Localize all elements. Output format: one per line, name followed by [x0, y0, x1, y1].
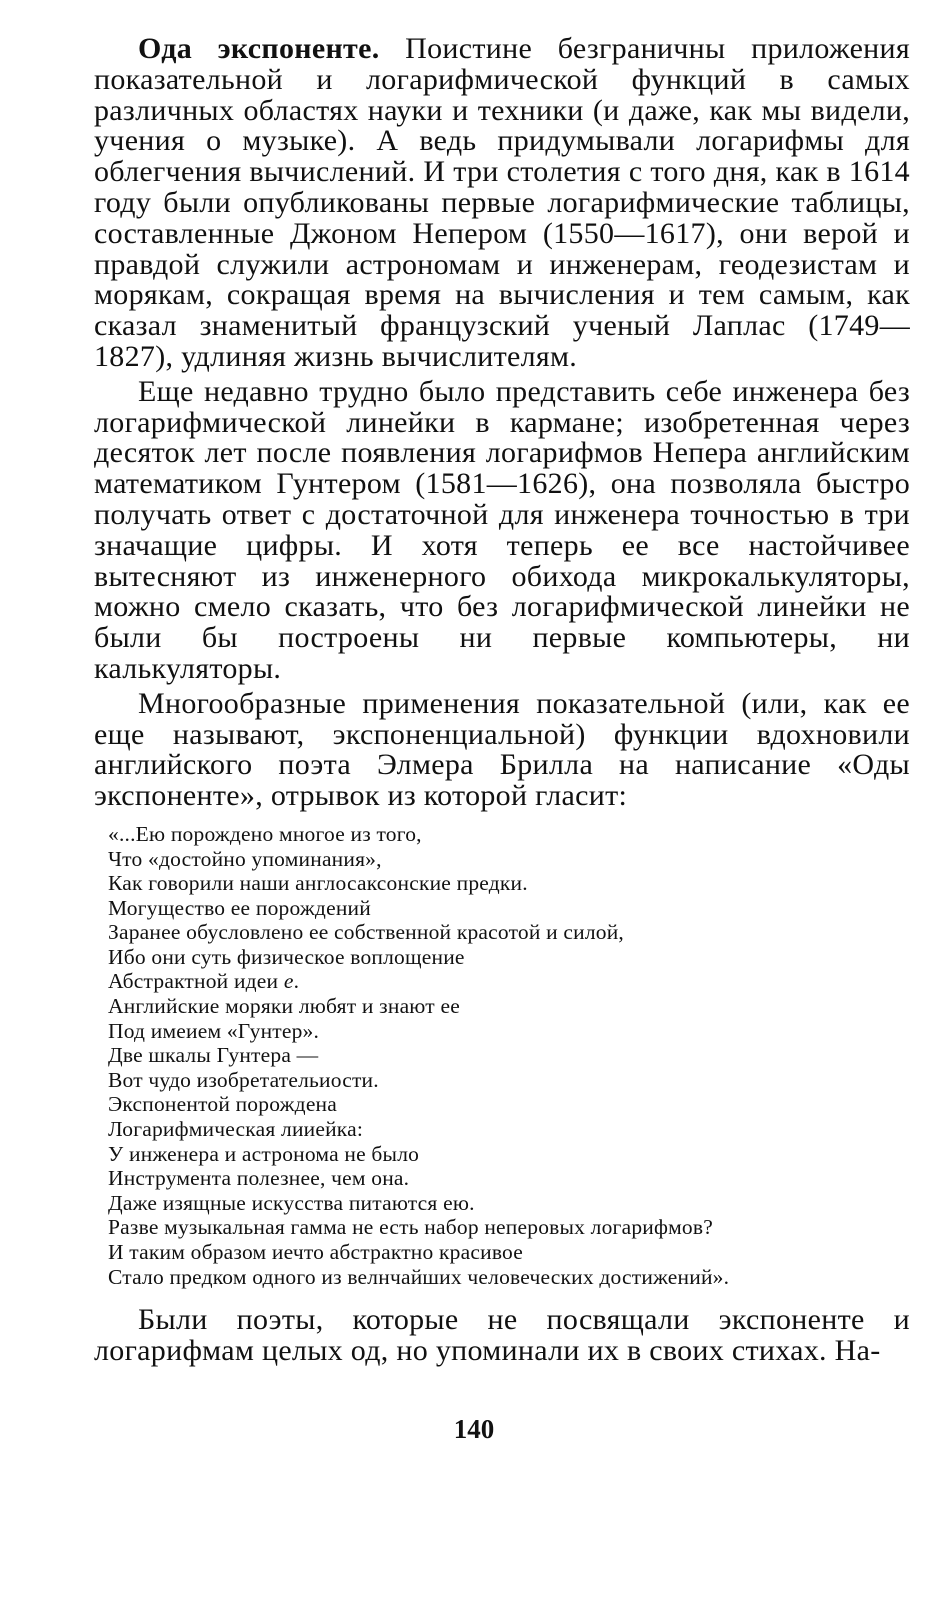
poem-line: У инженера и астронома не было	[108, 1141, 420, 1166]
poem-line: Заранее обусловлено ее собственной красотой и силой,	[108, 920, 625, 945]
poem-line: Вот чудо изобретательиости.	[108, 1067, 379, 1092]
paragraph-3: Многообразные применения показательной (или, как ее еще называют, экспоненциальной) функции вдохновили английского поэта Элмера Брилла на написание «Оды экспоненте», отрывок из которой гласит:	[94, 686, 910, 813]
poem-line: Под имеием «Гунтер».	[108, 1018, 320, 1043]
poem-line: Логарифмическая лииейка:	[108, 1117, 364, 1142]
variable-e: e	[283, 969, 294, 994]
poem-line: Что «достойно упоминания»,	[108, 846, 382, 871]
paragraph-1-text: Поистине безграничны приложения показательной и логарифмической функций в самых различных областях науки и техники (и даже, как мы видели, учения о музыке). А ведь придумывали логарифмы для облегчения вычислений. И три столетия с того дня, как в 1614 году были опубликованы первые логарифмические таблицы, составленные Джоном Непером (1550—1617), они верой и правдой служили астрономам и инженерам, геодезистам и морякам, сокращая время на вычисления и тем самым, как сказал знаменитый французский ученый Лаплас (1749—1827), удлиняя жизнь вычислителям.	[94, 32, 910, 373]
page-body	[94, 34, 910, 1367]
poem-line: Английские моряки любят и знают ее	[108, 994, 460, 1019]
paragraph-4: Были поэты, которые не посвящали экспоненте и логарифмам целых од, но упоминали их в своих стихах. На-	[94, 1303, 910, 1367]
poem-line: И таким образом иечто абстрактно красивое	[108, 1240, 523, 1265]
poem-line: Даже изящные искусства питаются ею.	[108, 1190, 475, 1215]
poem-line: Как говорили наши англосаксонские предки.	[108, 871, 528, 896]
poem-line	[108, 969, 910, 994]
poem-line-text: Абстрактной идеи	[108, 969, 279, 994]
poem-line: Ибо они суть физическое воплощение	[108, 944, 465, 969]
poem-line: Инструмента полезнее, чем она.	[108, 1166, 410, 1191]
section-heading: Ода экспоненте.	[138, 32, 380, 65]
paragraph-2: Еще недавно трудно было представить себе инженера без логарифмической линейки в кармане; изобретенная через десяток лет после появления логарифмов Непера английским математиком Гунтером (1581—1626), она позволяла быстро получать ответ с достаточной для инженера точностью в три значащие цифры. И хотя теперь ее все настойчивее вытесняют из инженерного обихода микрокалькуляторы, можно смело сказать, что без логарифмической линейки не были бы построены ни первые компьютеры, ни калькуляторы.	[94, 374, 910, 685]
poem-line-end: .	[293, 969, 300, 994]
poem-line: Две шкалы Гунтера —	[108, 1043, 319, 1068]
poem-line: Разве музыкальная гамма не есть набор неперовых логарифмов?	[108, 1215, 713, 1240]
poem-line: «...Ею порождено многое из того,	[108, 821, 422, 846]
poem-line: Экспонентой порождена	[108, 1092, 338, 1117]
poem-excerpt	[108, 822, 910, 1289]
page-number: 140	[453, 1414, 495, 1444]
poem-line: Могущество ее порождений	[108, 895, 371, 920]
poem-line: Стало предком одного из велнчайших человеческих достижений».	[108, 1264, 730, 1289]
paragraph-1	[94, 34, 910, 373]
